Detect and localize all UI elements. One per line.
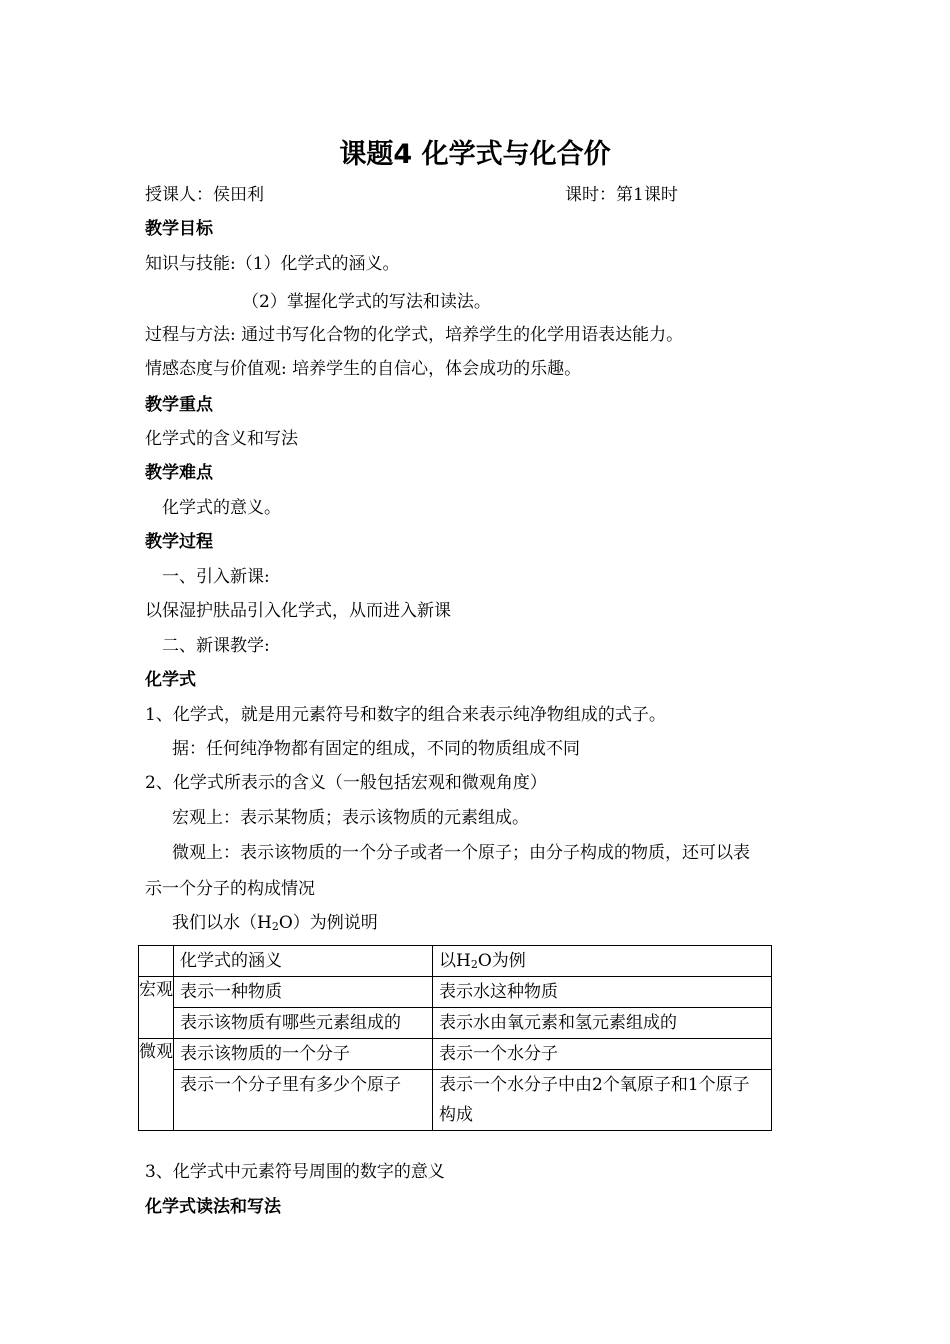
formula-heading: 化学式 [145,670,196,690]
process-heading: 教学过程 [145,532,213,552]
objective-emotion: 情感态度与价值观: 培养学生的自信心，体会成功的乐趣。 [145,359,582,379]
table-cell-meaning: 表示一个分子里有多少个原子 [174,1070,433,1131]
objective-knowledge-2: （2）掌握化学式的写法和读法。 [242,292,491,312]
page-title: 课题4 化学式与化合价 [339,139,611,170]
intro-text: 以保湿护肤品引入化学式，从而进入新课 [145,601,451,621]
table-corner-cell [139,946,174,977]
period-label: 课时：第1课时 [565,185,678,205]
difficulty-text: 化学式的意义。 [162,498,281,518]
table-row [139,1008,772,1039]
table-cell-example: 表示一个水分子 [433,1039,772,1070]
table-header-example: 以$H_2O$为例 [433,946,772,977]
key-heading: 教学重点 [145,395,213,415]
micro-text-line2: 示一个分子的构成情况 [145,879,315,899]
objective-knowledge-1: 知识与技能:（1）化学式的涵义。 [145,254,400,274]
table-row [139,1070,772,1131]
macro-label: 宏观 [139,977,174,1039]
definition-text: 1、化学式，就是用元素符号和数字的组合来表示纯净物组成的式子。 [145,705,666,725]
example-intro: 我们以水$(H_2O)$为例说明 [172,913,378,933]
micro-text-line1: 微观上：表示该物质的一个分子或者一个原子；由分子构成的物质，还可以表 [172,843,750,863]
teacher-label: 授课人：侯田利 [145,185,264,205]
difficulty-heading: 教学难点 [145,463,213,483]
new-lesson-label: 二、新课教学: [162,636,270,656]
table-row [139,977,772,1008]
readwrite-heading: 化学式读法和写法 [145,1197,281,1217]
meaning-heading: 2、化学式所表示的含义（一般包括宏观和微观角度） [145,773,547,793]
table-row [139,946,772,977]
meaning-table [138,945,772,1131]
table-header-meaning: 化学式的涵义 [174,946,433,977]
numbers-meaning-heading: 3、化学式中元素符号周围的数字的意义 [145,1162,445,1182]
micro-label: 微观 [139,1039,174,1131]
table-cell-meaning: 表示一种物质 [174,977,433,1008]
key-text: 化学式的含义和写法 [145,429,298,449]
objective-process: 过程与方法: 通过书写化合物的化学式，培养学生的化学用语表达能力。 [145,325,684,345]
definition-basis: 据：任何纯净物都有固定的组成，不同的物质组成不同 [172,739,580,759]
objectives-heading: 教学目标 [145,219,213,239]
table-cell-example: 表示水由氧元素和氢元素组成的 [433,1008,772,1039]
table-row [139,1039,772,1070]
macro-text: 宏观上：表示某物质；表示该物质的元素组成。 [172,808,529,828]
table-cell-meaning: 表示该物质的一个分子 [174,1039,433,1070]
table-cell-example: 表示水这种物质 [433,977,772,1008]
table-cell-meaning: 表示该物质有哪些元素组成的 [174,1008,433,1039]
table-cell-example: 表示一个水分子中由2个氧原子和1个原子构成 [433,1070,772,1131]
intro-label: 一、引入新课: [162,567,270,587]
